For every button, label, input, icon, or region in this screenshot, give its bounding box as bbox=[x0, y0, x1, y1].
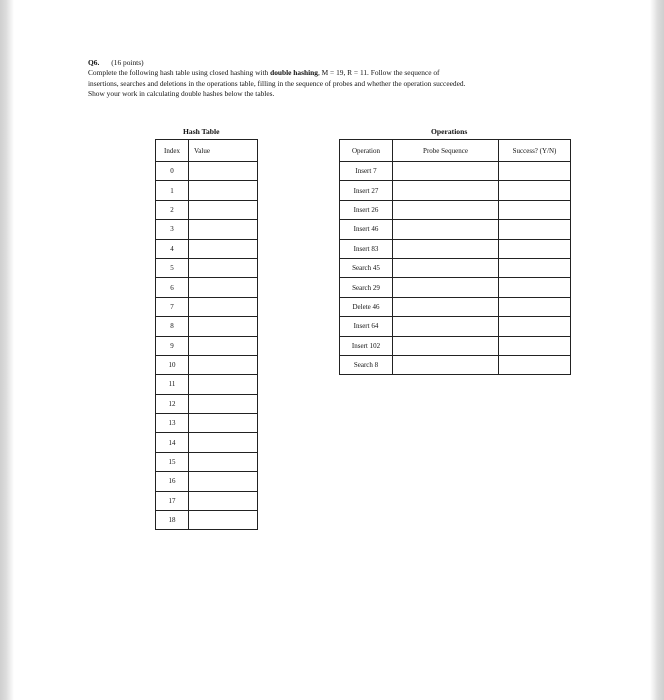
hash-index-cell: 17 bbox=[156, 491, 189, 510]
question-heading bbox=[88, 58, 588, 68]
operation-cell: Search 29 bbox=[340, 278, 393, 297]
operation-row bbox=[340, 239, 571, 258]
hash-value-cell[interactable] bbox=[189, 375, 258, 394]
success-cell[interactable] bbox=[499, 297, 571, 316]
hash-value-cell[interactable] bbox=[189, 491, 258, 510]
success-cell[interactable] bbox=[499, 258, 571, 277]
operation-row bbox=[340, 162, 571, 181]
operation-row bbox=[340, 200, 571, 219]
hash-value-header: Value bbox=[189, 140, 258, 162]
hash-index-cell: 9 bbox=[156, 336, 189, 355]
hash-table bbox=[155, 139, 258, 530]
hash-value-cell[interactable] bbox=[189, 336, 258, 355]
operation-row bbox=[340, 181, 571, 200]
hash-value-cell[interactable] bbox=[189, 414, 258, 433]
hash-table-row bbox=[156, 472, 258, 491]
hash-table-row bbox=[156, 452, 258, 471]
hash-table-row bbox=[156, 220, 258, 239]
hash-index-cell: 5 bbox=[156, 258, 189, 277]
operation-row bbox=[340, 317, 571, 336]
probe-sequence-cell[interactable] bbox=[393, 162, 499, 181]
question-line-3: Show your work in calculating double hashes below the tables. bbox=[88, 89, 275, 99]
success-cell[interactable] bbox=[499, 220, 571, 239]
hash-table-row bbox=[156, 414, 258, 433]
hash-table-row bbox=[156, 355, 258, 374]
question-number: Q6. bbox=[88, 58, 100, 67]
success-cell[interactable] bbox=[499, 355, 571, 374]
hash-value-cell[interactable] bbox=[189, 433, 258, 452]
question-line-2: insertions, searches and deletions in the operations table, filling in the sequence of probes and whether the operation succeeded. bbox=[88, 78, 466, 88]
hash-value-cell[interactable] bbox=[189, 511, 258, 530]
hash-value-cell[interactable] bbox=[189, 181, 258, 200]
hash-index-cell: 3 bbox=[156, 220, 189, 239]
operation-cell: Search 8 bbox=[340, 355, 393, 374]
hash-index-cell: 7 bbox=[156, 297, 189, 316]
hash-table-row bbox=[156, 297, 258, 316]
hash-index-header: Index bbox=[156, 140, 189, 162]
hash-table-row bbox=[156, 394, 258, 413]
operation-cell: Search 45 bbox=[340, 258, 393, 277]
hash-table-row bbox=[156, 433, 258, 452]
hash-table-header-row bbox=[156, 140, 258, 162]
success-cell[interactable] bbox=[499, 336, 571, 355]
question-points: (16 points) bbox=[111, 58, 144, 67]
success-cell[interactable] bbox=[499, 200, 571, 219]
operation-cell: Insert 64 bbox=[340, 317, 393, 336]
probe-sequence-cell[interactable] bbox=[393, 336, 499, 355]
success-cell[interactable] bbox=[499, 181, 571, 200]
operation-cell: Insert 83 bbox=[340, 239, 393, 258]
operation-row bbox=[340, 355, 571, 374]
probe-sequence-header: Probe Sequence bbox=[393, 140, 499, 162]
hash-index-cell: 12 bbox=[156, 394, 189, 413]
operation-header: Operation bbox=[340, 140, 393, 162]
success-header: Success? (Y/N) bbox=[499, 140, 571, 162]
hash-table-row bbox=[156, 336, 258, 355]
hash-index-cell: 16 bbox=[156, 472, 189, 491]
probe-sequence-cell[interactable] bbox=[393, 200, 499, 219]
operation-cell: Insert 27 bbox=[340, 181, 393, 200]
operation-cell: Insert 46 bbox=[340, 220, 393, 239]
hash-index-cell: 14 bbox=[156, 433, 189, 452]
operation-cell: Delete 46 bbox=[340, 297, 393, 316]
hash-index-cell: 8 bbox=[156, 317, 189, 336]
question-line-1 bbox=[88, 68, 588, 78]
hash-value-cell[interactable] bbox=[189, 394, 258, 413]
hash-table-row bbox=[156, 491, 258, 510]
hash-value-cell[interactable] bbox=[189, 317, 258, 336]
probe-sequence-cell[interactable] bbox=[393, 278, 499, 297]
hash-value-cell[interactable] bbox=[189, 220, 258, 239]
hash-index-cell: 13 bbox=[156, 414, 189, 433]
hash-index-cell: 6 bbox=[156, 278, 189, 297]
operation-row bbox=[340, 278, 571, 297]
success-cell[interactable] bbox=[499, 278, 571, 297]
probe-sequence-cell[interactable] bbox=[393, 239, 499, 258]
hash-index-cell: 10 bbox=[156, 355, 189, 374]
hash-index-cell: 15 bbox=[156, 452, 189, 471]
hash-value-cell[interactable] bbox=[189, 472, 258, 491]
hash-table-row bbox=[156, 317, 258, 336]
question-line-1-post: , M = 19, R = 11. Follow the sequence of bbox=[317, 68, 440, 78]
hash-index-cell: 2 bbox=[156, 200, 189, 219]
operation-row bbox=[340, 336, 571, 355]
success-cell[interactable] bbox=[499, 239, 571, 258]
probe-sequence-cell[interactable] bbox=[393, 181, 499, 200]
probe-sequence-cell[interactable] bbox=[393, 297, 499, 316]
operation-cell: Insert 102 bbox=[340, 336, 393, 355]
operation-row bbox=[340, 297, 571, 316]
hash-table-row bbox=[156, 278, 258, 297]
hash-value-cell[interactable] bbox=[189, 200, 258, 219]
hash-table-row bbox=[156, 239, 258, 258]
hash-value-cell[interactable] bbox=[189, 355, 258, 374]
hash-value-cell[interactable] bbox=[189, 162, 258, 181]
operation-cell: Insert 26 bbox=[340, 200, 393, 219]
hash-table-row bbox=[156, 181, 258, 200]
hash-table-row bbox=[156, 375, 258, 394]
operation-cell: Insert 7 bbox=[340, 162, 393, 181]
probe-sequence-cell[interactable] bbox=[393, 220, 499, 239]
hash-value-cell[interactable] bbox=[189, 297, 258, 316]
operation-row bbox=[340, 258, 571, 277]
hash-table-row bbox=[156, 162, 258, 181]
hash-value-cell[interactable] bbox=[189, 258, 258, 277]
hash-index-cell: 1 bbox=[156, 181, 189, 200]
hash-index-cell: 0 bbox=[156, 162, 189, 181]
hash-value-cell[interactable] bbox=[189, 278, 258, 297]
hash-table-caption: Hash Table bbox=[183, 127, 220, 136]
probe-sequence-cell[interactable] bbox=[393, 355, 499, 374]
question-line-1-bold: double hashing bbox=[270, 68, 318, 78]
hash-table-row bbox=[156, 200, 258, 219]
operations-table-caption: Operations bbox=[431, 127, 468, 136]
hash-index-cell: 18 bbox=[156, 511, 189, 530]
operation-row bbox=[340, 220, 571, 239]
hash-table-row bbox=[156, 258, 258, 277]
success-cell[interactable] bbox=[499, 162, 571, 181]
hash-value-cell[interactable] bbox=[189, 452, 258, 471]
probe-sequence-cell[interactable] bbox=[393, 258, 499, 277]
operations-table-header-row bbox=[340, 140, 571, 162]
hash-index-cell: 11 bbox=[156, 375, 189, 394]
success-cell[interactable] bbox=[499, 317, 571, 336]
hash-index-cell: 4 bbox=[156, 239, 189, 258]
operations-table bbox=[339, 139, 571, 375]
hash-table-row bbox=[156, 511, 258, 530]
question-line-1-pre: Complete the following hash table using closed hashing with bbox=[88, 68, 271, 78]
probe-sequence-cell[interactable] bbox=[393, 317, 499, 336]
question-block bbox=[88, 58, 588, 100]
hash-value-cell[interactable] bbox=[189, 239, 258, 258]
